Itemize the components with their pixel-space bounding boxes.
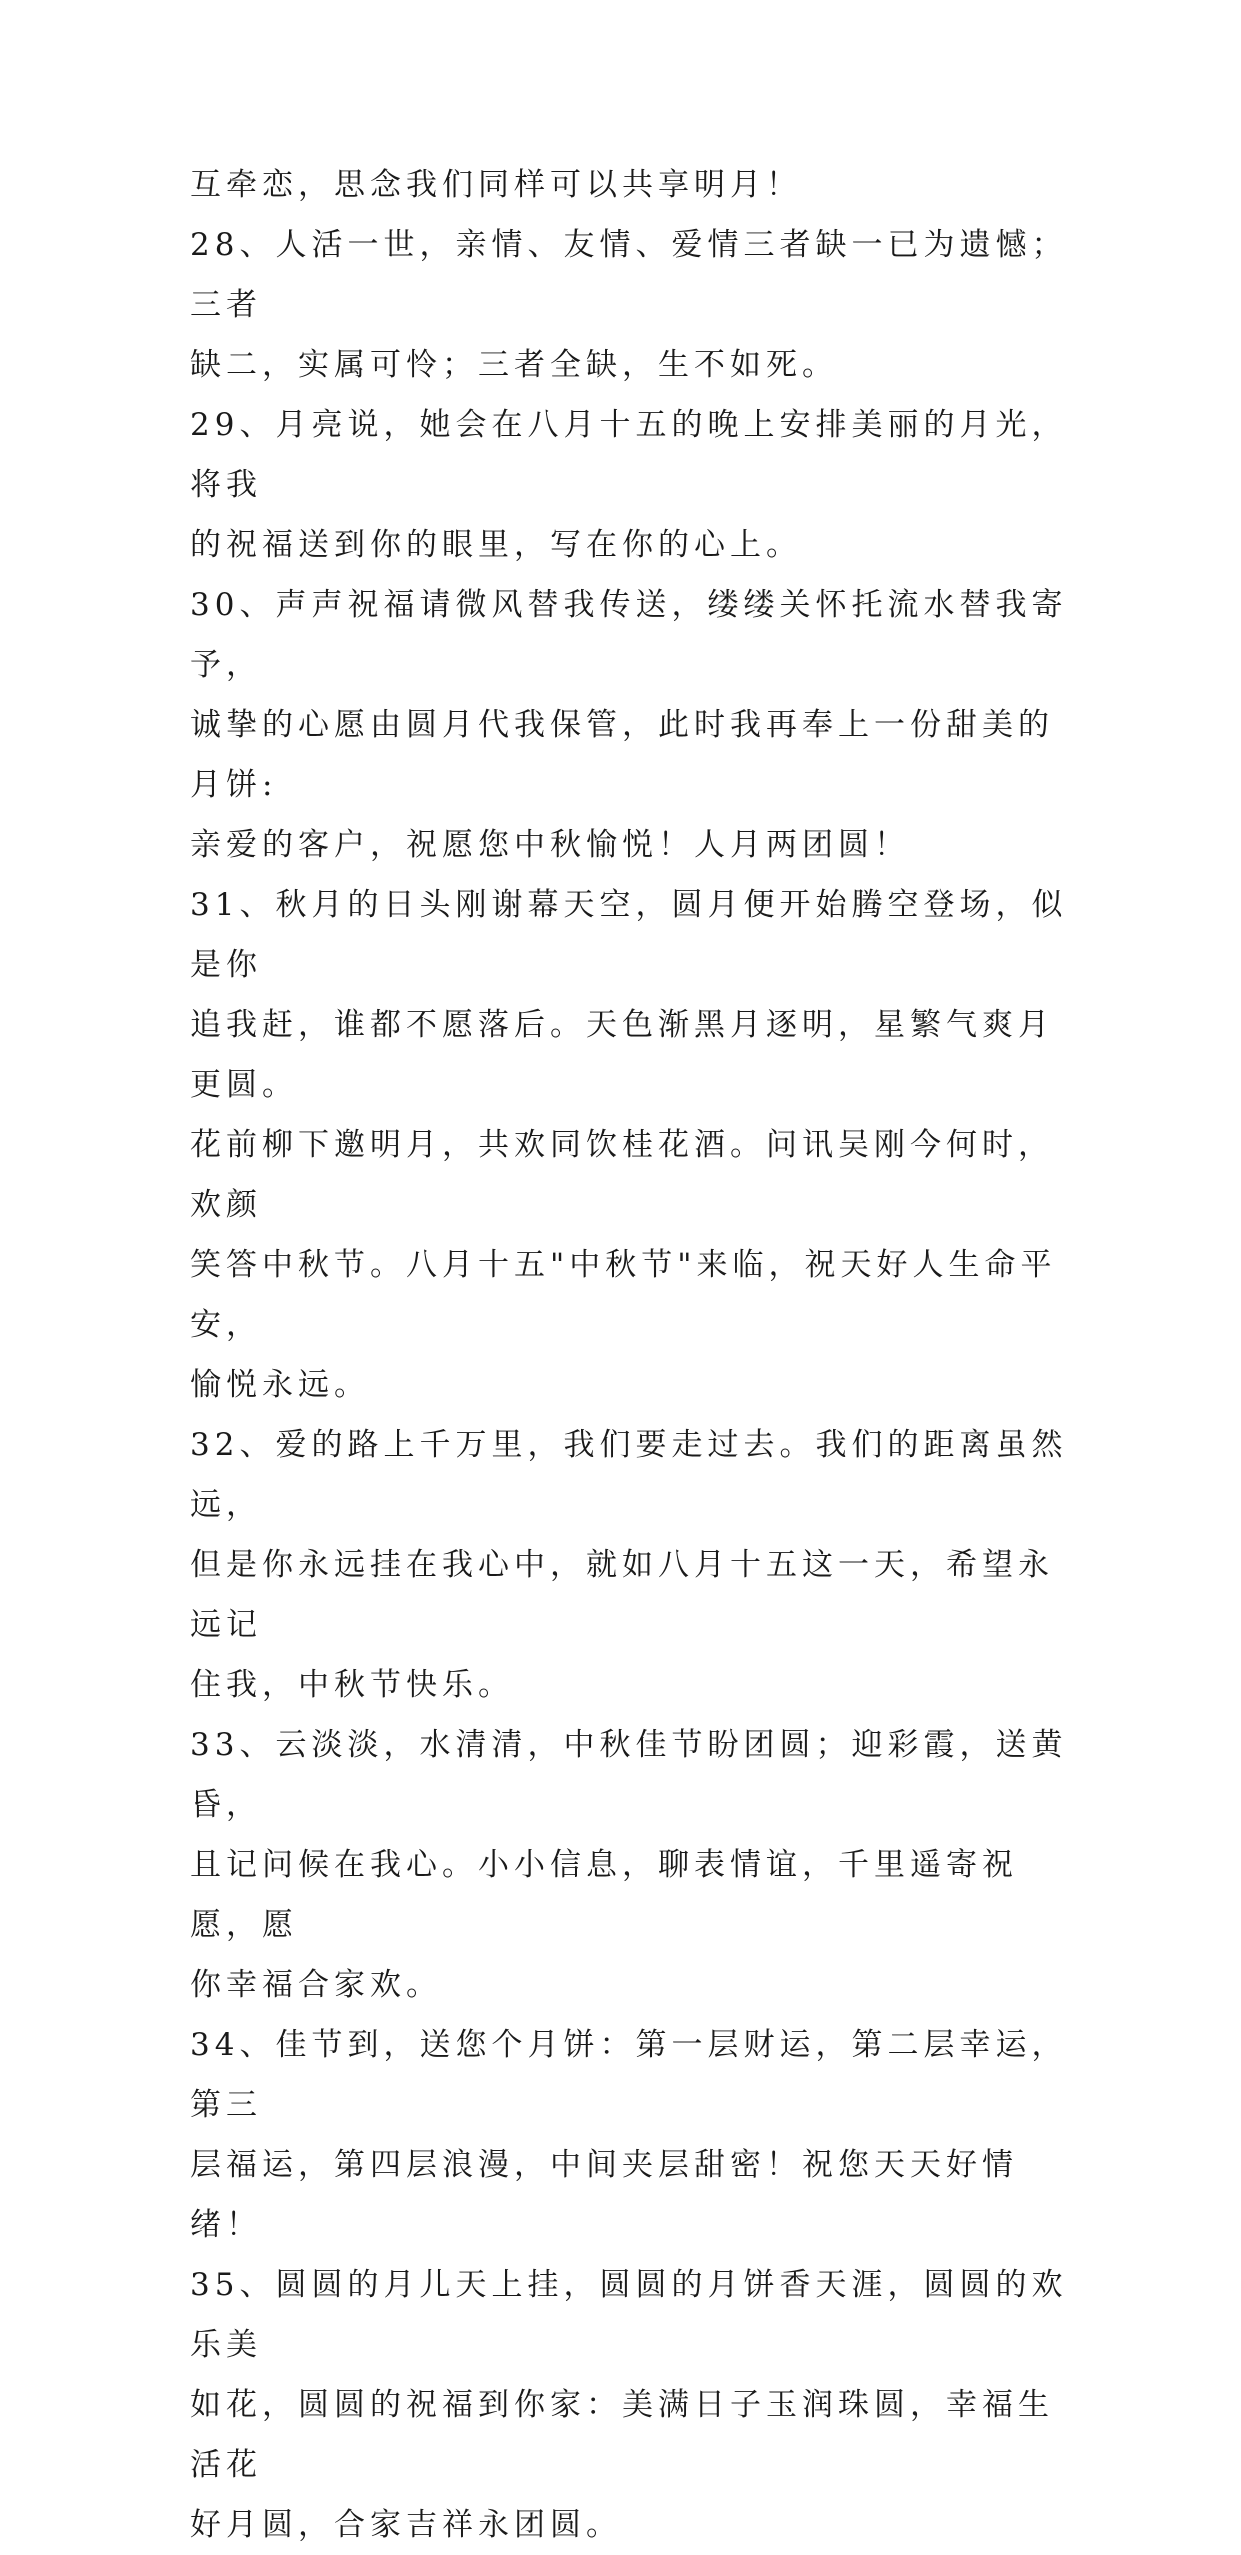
paragraph-32: 32、爱的路上千万里，我们要走过去。我们的距离虽然远， 但是你永远挂在我心中，就如八月十五这一天，希望永远记 住我，中秋节快乐。 bbox=[190, 1427, 1068, 1703]
paragraph-30: 30、声声祝福请微风替我传送，缕缕关怀托流水替我寄予， 诚挚的心愿由圆月代我保管，此时我再奉上一份甜美的月饼: 亲爱的客户，祝愿您中秋愉悦！人月两团圆！ bbox=[190, 587, 1068, 863]
paragraph-29: 29、月亮说，她会在八月十五的晚上安排美丽的月光，将我 的祝福送到你的眼里，写在你的心上。 bbox=[190, 407, 1068, 563]
paragraph-35: 35、圆圆的月儿天上挂，圆圆的月饼香天涯，圆圆的欢乐美 如花，圆圆的祝福到你家：美满日子玉润珠圆，幸福生活花 好月圆，合家吉祥永团圆。 bbox=[190, 2267, 1068, 2543]
paragraph-33: 33、云淡淡，水清清，中秋佳节盼团圆；迎彩霞，送黄昏， 且记问候在我心。小小信息，聊表情谊，千里遥寄祝愿，愿 你幸福合家欢。 bbox=[190, 1727, 1068, 2003]
paragraph-34: 34、佳节到，送您个月饼：第一层财运，第二层幸运，第三 层福运，第四层浪漫，中间夹层甜密！祝您天天好情绪！ bbox=[190, 2027, 1068, 2243]
paragraph-continuation: 互牵恋，思念我们同样可以共享明月！ bbox=[190, 167, 802, 203]
paragraph-31: 31、秋月的日头刚谢幕天空，圆月便开始腾空登场，似是你 追我赶，谁都不愿落后。天色渐黑月逐明，星繁气爽月更圆。 花前柳下邀明月，共欢同饮桂花酒。问讯吴刚今何时，欢颜 笑答中秋节。八月十五"中秋节"来临，祝天好人生命平安， 愉悦永远。 bbox=[190, 887, 1068, 1403]
paragraph-28: 28、人活一世，亲情、友情、爱情三者缺一已为遗憾；三者 缺二，实属可怜；三者全缺，生不如死。 bbox=[190, 227, 1068, 383]
document-body bbox=[190, 155, 1070, 2555]
